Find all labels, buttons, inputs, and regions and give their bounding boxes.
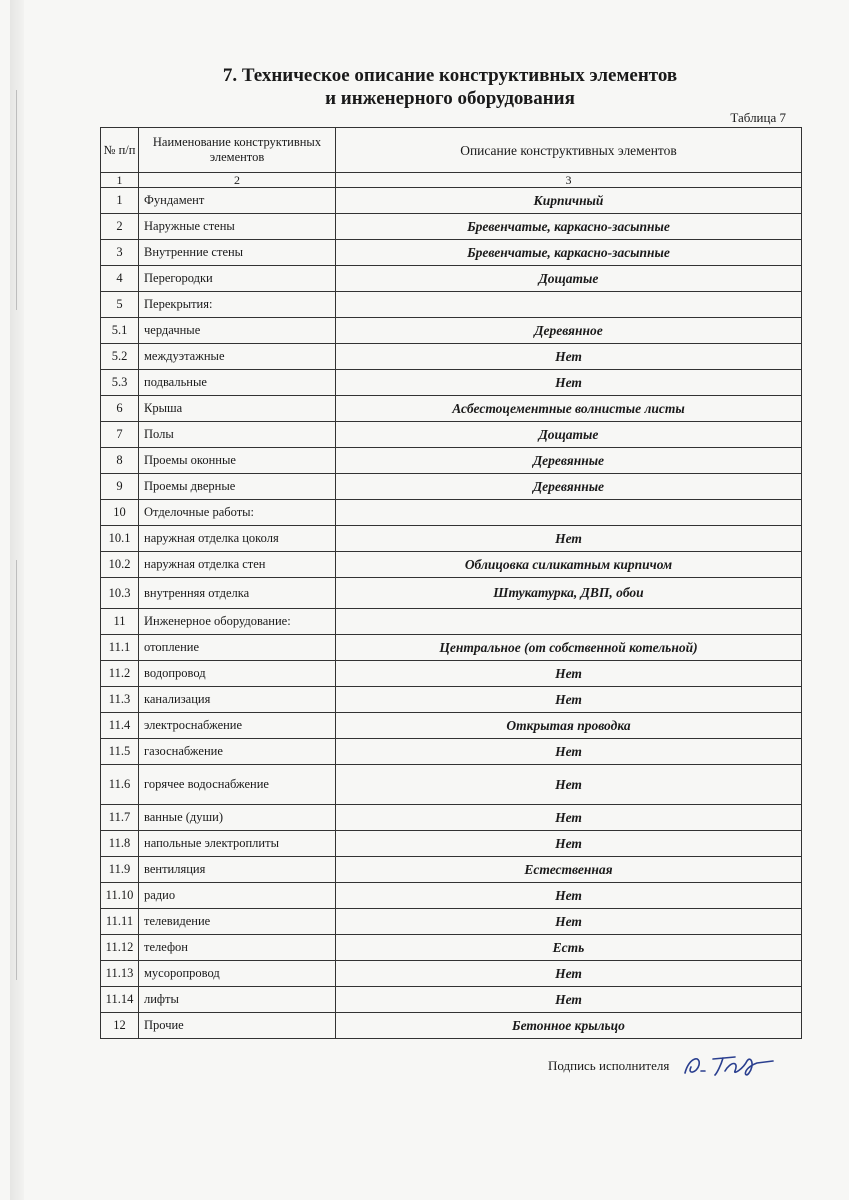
column-number: 1 [101,173,139,188]
table-row [101,661,802,687]
spec-table [100,127,802,1039]
row-name: Перекрытия: [139,292,336,318]
table-row [101,935,802,961]
row-name: наружная отделка стен [139,552,336,578]
row-num: 8 [101,448,139,474]
table-row [101,240,802,266]
row-desc: Нет [336,370,802,396]
row-num: 10.1 [101,526,139,552]
signature-block [548,1051,777,1081]
row-name: Проемы дверные [139,474,336,500]
table-row [101,422,802,448]
row-desc [336,609,802,635]
row-name: наружная отделка цоколя [139,526,336,552]
row-name: отопление [139,635,336,661]
row-num: 11 [101,609,139,635]
row-desc: Кирпичный [336,188,802,214]
row-num: 11.1 [101,635,139,661]
row-name: горячее водоснабжение [139,765,336,805]
title-line-2: и инженерного оборудования [325,88,575,109]
row-desc: Нет [336,909,802,935]
table-row [101,909,802,935]
table-row [101,831,802,857]
table-caption: Таблица 7 [730,110,786,125]
row-desc: Облицовка силикатным кирпичом [336,552,802,578]
row-name: напольные электроплиты [139,831,336,857]
table-row [101,292,802,318]
row-num: 12 [101,1013,139,1039]
row-num: 7 [101,422,139,448]
table-row [101,1013,802,1039]
fold-line [16,90,17,310]
row-num: 11.2 [101,661,139,687]
table-row [101,500,802,526]
row-name: телефон [139,935,336,961]
table-row [101,961,802,987]
row-name: Перегородки [139,266,336,292]
row-num: 11.12 [101,935,139,961]
row-num: 5.2 [101,344,139,370]
row-num: 5.3 [101,370,139,396]
row-name: газоснабжение [139,739,336,765]
row-name: вентиляция [139,857,336,883]
row-name: Проемы оконные [139,448,336,474]
table-row [101,318,802,344]
row-desc: Нет [336,987,802,1013]
row-num: 10.2 [101,552,139,578]
row-desc: Деревянное [336,318,802,344]
title-line-1: 7. Техническое описание конструктивных элементов [222,65,678,86]
column-number: 3 [336,173,802,188]
row-desc: Нет [336,831,802,857]
row-desc: Нет [336,883,802,909]
document-title [0,64,849,110]
row-name: внутренняя отделка [139,578,336,609]
row-num: 5 [101,292,139,318]
row-num: 11.13 [101,961,139,987]
table-row [101,370,802,396]
signature-label: Подпись исполнителя [548,1058,670,1073]
row-desc: Дощатые [336,422,802,448]
row-num: 11.6 [101,765,139,805]
row-num: 11.9 [101,857,139,883]
table-row [101,713,802,739]
row-num: 11.5 [101,739,139,765]
table-row [101,635,802,661]
row-num: 10.3 [101,578,139,609]
header-num: № п/п [101,128,139,173]
row-desc: Нет [336,765,802,805]
row-desc: Нет [336,526,802,552]
signature-scribble-icon [677,1051,777,1081]
row-num: 11.7 [101,805,139,831]
row-num: 1 [101,188,139,214]
table-row [101,526,802,552]
row-name: Полы [139,422,336,448]
table-row [101,687,802,713]
row-num: 11.8 [101,831,139,857]
row-desc: Нет [336,344,802,370]
table-row [101,987,802,1013]
row-num: 11.4 [101,713,139,739]
table-row [101,474,802,500]
row-num: 11.11 [101,909,139,935]
row-desc: Есть [336,935,802,961]
row-desc: Нет [336,661,802,687]
header-desc: Описание конструктивных элементов [336,128,802,173]
row-name: электроснабжение [139,713,336,739]
table-row [101,344,802,370]
table-header-row [101,128,802,173]
row-name: телевидение [139,909,336,935]
table-row [101,214,802,240]
table-row [101,188,802,214]
table-row [101,266,802,292]
table-row [101,857,802,883]
table-row [101,805,802,831]
row-name: радио [139,883,336,909]
row-desc: Бревенчатые, каркасно-засыпные [336,240,802,266]
table-row [101,578,802,609]
row-name: междуэтажные [139,344,336,370]
row-desc: Нет [336,961,802,987]
row-desc: Естественная [336,857,802,883]
row-num: 11.3 [101,687,139,713]
row-desc: Штукатурка, ДВП, обои [336,578,802,609]
row-desc: Деревянные [336,448,802,474]
scan-page-edge [10,0,24,1200]
row-num: 10 [101,500,139,526]
row-desc: Центральное (от собственной котельной) [336,635,802,661]
table-row [101,396,802,422]
row-num: 9 [101,474,139,500]
row-name: Прочие [139,1013,336,1039]
row-num: 6 [101,396,139,422]
row-desc: Дощатые [336,266,802,292]
column-number-row [101,173,802,188]
row-desc: Бревенчатые, каркасно-засыпные [336,214,802,240]
row-name: лифты [139,987,336,1013]
table-row [101,883,802,909]
row-name: канализация [139,687,336,713]
row-num: 2 [101,214,139,240]
row-desc: Асбестоцементные волнистые листы [336,396,802,422]
table-row [101,739,802,765]
row-num: 11.14 [101,987,139,1013]
row-name: Фундамент [139,188,336,214]
row-desc: Нет [336,805,802,831]
row-num: 5.1 [101,318,139,344]
column-number: 2 [139,173,336,188]
table-row [101,448,802,474]
table-row [101,552,802,578]
row-name: чердачные [139,318,336,344]
row-desc: Нет [336,739,802,765]
row-num: 3 [101,240,139,266]
row-name: Наружные стены [139,214,336,240]
row-name: Отделочные работы: [139,500,336,526]
row-name: Внутренние стены [139,240,336,266]
row-name: мусоропровод [139,961,336,987]
row-desc: Открытая проводка [336,713,802,739]
row-desc: Нет [336,687,802,713]
row-desc [336,500,802,526]
row-desc: Бетонное крыльцо [336,1013,802,1039]
row-num: 4 [101,266,139,292]
table-row [101,765,802,805]
row-name: подвальные [139,370,336,396]
table-row [101,609,802,635]
row-name: Инженерное оборудование: [139,609,336,635]
row-desc: Деревянные [336,474,802,500]
row-name: ванные (души) [139,805,336,831]
fold-line [16,560,17,980]
row-num: 11.10 [101,883,139,909]
row-name: водопровод [139,661,336,687]
row-name: Крыша [139,396,336,422]
row-desc [336,292,802,318]
header-name: Наименование конструктивных элементов [139,128,336,173]
